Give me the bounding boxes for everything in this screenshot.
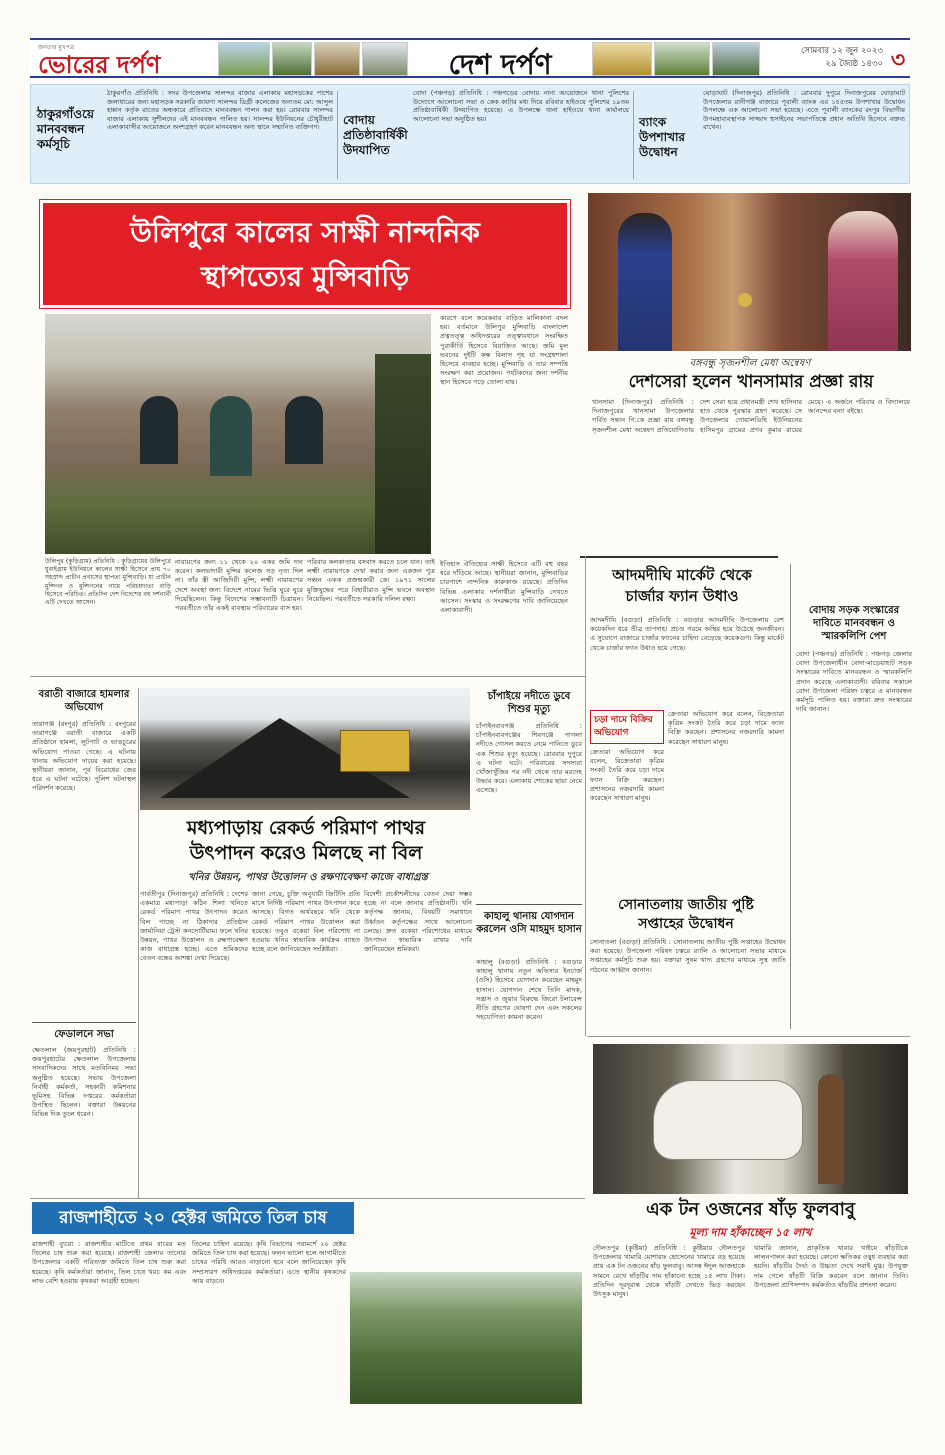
lead-headline-box[interactable] xyxy=(40,200,570,308)
bull-headline[interactable]: এক টন ওজনের ষাঁড় ফুলবাবু xyxy=(646,1199,855,1220)
fan-headline[interactable] xyxy=(578,565,786,607)
logo-tagline: জনতার মুখপত্র xyxy=(38,44,75,51)
boda-headline[interactable]: বোদায় সড়ক সংস্কারের দাবিতে মানববন্ধন ও স্মারকলিপি পেশ xyxy=(808,605,900,642)
arch-window xyxy=(140,396,178,464)
strip-headline[interactable]: বোদায় প্রতিষ্ঠাবার্ষিকী উদযাপিত xyxy=(343,113,408,157)
chapai-headline[interactable]: চাঁপাইয়ে নদীতে ডুবে শিশুর মৃত্যু xyxy=(487,691,571,715)
section-rule xyxy=(32,1022,136,1023)
strip-body: বোদা (পঞ্চগড়) প্রতিনিধি : পঞ্চগড়ের বোদায় নানা আয়োজনে থানা পুলিশের উদ্যোগে আলোচনা সভা ও কেক কাটার মধ্য দিয়ে রবিবার হাইওয়ে পুলিশের ১৯তম প্রতিষ্ঠাবার্ষিকী উদযাপিত হয়েছে। এ উপলক্ষে থানা হাইওয়ে থানা কার্যালয়ে আলোচনা সভা অনুষ্ঠিত হয়। xyxy=(413,89,629,123)
bull-photo[interactable] xyxy=(593,1044,908,1194)
section-rule xyxy=(30,1198,585,1199)
fan-body: আদমদীঘি (বগুড়া) প্রতিনিধি : বগুড়ার আদমদীঘি উপজেলায় বেশ কয়েকদিন ধরে তীব্র তাপদাহ। প্রচণ্ড গরমে অস্থির হয়ে উঠেছে জনজীবন। এ সুযোগে বাজারে চার্জার ফ্যানের চাহিদা বেড়েছে কয়েকগুণ। কিন্তু মার্কেট থেকে চার্জার ফ্যান উধাও হয়ে গেছে। xyxy=(590,616,784,652)
fecon-headline[interactable]: ফেডালনে সভা xyxy=(54,1029,114,1040)
masthead-image xyxy=(592,42,652,76)
chapai-body: চাঁপাইনবাবগঞ্জ প্রতিনিধি : চাঁপাইনবাবগঞ্জের শিবগঞ্জে পাগলা নদীতে গোসল করতে নেমে পানিতে ডুবে এক শিশুর মৃত্যু হয়েছে। রোববার দুপুরে এ ঘটনা ঘটে। পরিবারের সদস্যরা খোঁজাখুঁজির পর নদী থেকে তার মরদেহ উদ্ধার করে। এলাকায় শোকের ছায়া নেমে এসেছে। xyxy=(476,722,582,795)
kahalu-headline[interactable]: কাহালু থানায় যোগদান করলেন ওসি মাহমুদ হাসান xyxy=(476,911,582,935)
coal-col: বিদেশী প্রকৌশলীদের বেতন দেয়া সম্ভব হচ্ছে না বলে জানায় প্রতিষ্ঠানটি। খনি কর্তৃপক্ষ জানায়, বিষয়টি সমাধানে উর্ধ্বতন কর্তৃপক্ষের সাথে আলোচনা চলছে। দ্রুত বকেয়া পরিশোধের মাধ্যমে উৎপাদন স্বাভাবিক রাখার দাবি জানিয়েছেন শ্রমিকরা। xyxy=(364,890,472,954)
prajna-kicker: বঙ্গবন্ধু সৃজনশীল মেধা অন্বেষণ xyxy=(689,358,811,369)
arch-window xyxy=(285,396,323,464)
arch-door xyxy=(210,396,252,476)
lead-caption: উলিপুর (কুড়িগ্রাম) প্রতিনিধি : কুড়িগ্রামের উলিপুরে যুবাইগ্রাম ইউনিয়নে কালের সাক্ষী হিসেবে প্রায় ৭০ সহস্রাব্দ প্রাচীন প্রবাসের স্থাপত্য মুন্সিবাড়ি। যা প্রাচীন মুন্সিগন ও মুন্সিগনের নামে পরিচয়দাতা বাড়ি হিসেবে পরিচিত। প্রতিদিন দেশ বিদেশের বহু দর্শনার্থী এটি দেখতে আসেন। xyxy=(45,558,171,607)
fan-headline-line1: আদমদীঘি মার্কেট থেকে xyxy=(612,566,752,584)
tree xyxy=(375,354,431,554)
section-title: দেশ দর্পণ xyxy=(448,48,552,81)
lead-col: ইতিহাস ঐতিহ্যের সাক্ষী হিসেবে এটি বহু বছর ধরে দাঁড়িয়ে আছে। স্থানীয়রা জানান, মুন্সিবাড়ির চারপাশে নান্দনিক কারুকাজ রয়েছে। প্রতিদিন বিভিন্ন এলাকার দর্শনার্থীরা মুন্সিবাড়ি দেখতে আসেন। সংস্কার ও সংরক্ষণের দাবি জানিয়েছেন এলাকাবাসী। xyxy=(440,560,568,668)
nutrition-headline[interactable] xyxy=(586,896,786,934)
page-number: ৩ xyxy=(890,48,906,73)
truck-icon xyxy=(340,730,410,772)
column-divider xyxy=(138,688,139,1198)
coal-headline-line2: উৎপাদন করেও মিলছে না বিল xyxy=(189,842,423,864)
nutrition-body: সোনাতলা (বগুড়া) প্রতিনিধি : সোনাতলায় জাতীয় পুষ্টি সপ্তাহের উদ্বোধন করা হয়েছে। উপজেলা পরিষদ চত্বরে র‍্যালি ও আলোচনা সভার মাধ্যমে সপ্তাহের কর্মসূচি শুরু হয়। বক্তারা সুষম খাদ্য গ্রহণের মাধ্যমে সুস্থ জাতি গঠনের আহ্বান জানান। xyxy=(590,938,786,974)
bull-subhead: মূল্য দাম হাঁকাচ্ছেন ১৫ লাখ xyxy=(689,1226,812,1239)
masthead-image xyxy=(362,42,408,76)
strip-headline[interactable]: ব্যাংক উপশাখার উদ্বোধন xyxy=(639,115,686,159)
barati-body: তারাগঞ্জ (রংপুর) প্রতিনিধি : রংপুরের তারাগঞ্জে বরাতী বাজারে একটি প্রতিষ্ঠানে হামলা, লুটপাট ও ভাঙচুরের অভিযোগ পাওয়া গেছে। এ ঘটনায় থানায় অভিযোগ দায়ের করা হয়েছে। স্থানীয়রা জানান, পূর্ব বিরোধের জের ধরে এ ঘটনা ঘটেছে। পুলিশ ঘটনাস্থল পরিদর্শন করেছে। xyxy=(32,720,136,793)
coal-col: জানা গেছে, চুক্তি অনুযায়ী জিটিসি প্রতি মাসে নির্দিষ্ট পরিমাণ পাথর উৎপাদন করে আসছে। বিগত অর্থবছরে খনি থেকে রেকর্ড পরিমাণ পাথর উত্তোলন করা হয়েছে। তবুও বকেয়া বিল পরিশোধ না হওয়ায় খনির স্বাভাবিক কার্যক্রম ব্যাহত হচ্ছে বলে জানিয়েছেন সংশ্লিষ্টরা। xyxy=(252,890,360,954)
prajna-headline[interactable]: দেশসেরা হলেন খানসামার প্রজ্ঞা রায় xyxy=(628,372,874,392)
barati-headline[interactable]: বরাতী বাজারে হামলার অভিযোগ xyxy=(38,689,130,713)
coal-headline-line1: মধ্যপাড়ায় রেকর্ড পরিমাণ পাথর xyxy=(186,817,426,839)
nutrition-headline-line2: সপ্তাহের উদ্বোধন xyxy=(638,916,734,932)
boda-body: বোদা (পঞ্চগড়) প্রতিনিধি : পঞ্চগড় জেলার বোদা উপজেলাধীন বোদা-মাড়েয়াহাট সড়ক সংস্কারের দাবিতে মানববন্ধন ও স্মারকলিপি প্রদান করেছে এলাকাবাসী। রবিবার সকালে বোদা উপজেলা পরিষদ চত্বরে এ মানববন্ধন কর্মসূচি পালিত হয়। বক্তারা দ্রুত সংস্কারের দাবি জানান। xyxy=(796,650,912,714)
kahalu-body: কাহালু (বগুড়া) প্রতিনিধি : বগুড়ার কাহালু থানায় নতুন অফিসার ইনচার্জ (ওসি) হিসেবে যোগদান করেছেন মাহমুদ হাসান। যোগদান শেষে তিনি মাদক, সন্ত্রাস ও জুয়ার বিরুদ্ধে জিরো টলারেন্স নীতি গ্রহণের ঘোষণা দেন এবং সকলের সহযোগিতা কামনা করেন। xyxy=(476,958,582,1022)
coal-col: পার্বতীপুর (দিনাজপুর) প্রতিনিধি : দেশের একমাত্র মধ্যপাড়া কঠিন শিলা খনিতে রেকর্ড পরিমাণ পাথর উৎপাদন করেও বিল পাচ্ছে না ঠিকাদার প্রতিষ্ঠান জার্মানিয়া ট্রেস্ট কনসোর্টিয়াম। ফলে খনির উন্নয়ন, পাথর উত্তোলন ও রক্ষণাবেক্ষণ কাজ বাধাগ্রস্ত হচ্ছে। এতে শ্রমিকদের বেতন বন্ধের আশঙ্কা দেখা দিয়েছে। xyxy=(140,890,248,963)
sesame-col: তিলের চাহিদা রয়েছে। কৃষি বিভাগের পরামর্শে ২০ হেক্টর জমিতে তিল চাষ করা হয়েছে। ফলন ভালো হলে আগামীতে চাষের পরিধি আরও বাড়ানো হবে বলে জানিয়েছেন কৃষি সম্প্রসারণ অধিদপ্তরের কর্মকর্তারা। এতে স্থানীয় কৃষকদের আয় বাড়বে। xyxy=(192,1240,346,1285)
award-photo[interactable] xyxy=(588,193,911,351)
fan-body: ক্রেতারা অভিযোগ করে বলেন, বিক্রেতারা কৃত্রিম সংকট তৈরি করে চড়া দামে ফ্যান বিক্রি করছেন। প্রশাসনের নজরদারি কামনা করেছেন সাধারণ মানুষ। xyxy=(668,710,784,746)
coal-subhead: খনির উন্নয়ন, পাথর উত্তোলন ও রক্ষণাবেক্ষণ কাজে বাধাগ্রস্ত xyxy=(188,872,428,883)
logo-text: ভোরের দর্পণ xyxy=(38,50,161,79)
date-english: সোমবার ১২ জুন ২০২৩ xyxy=(800,46,883,56)
masthead-image xyxy=(314,42,360,76)
fecon-body: ক্ষেতলাল (জয়পুরহাট) প্রতিনিধি : জয়পুরহাটের ক্ষেতলাল উপজেলায় সাংবাদিকদের সাথে মতবিনিময় সভা অনুষ্ঠিত হয়েছে। সভায় উপজেলা নির্বাহী কর্মকর্তা, সহকারী কমিশনার ভূমিসহ বিভিন্ন দপ্তরের কর্মকর্তারা উপস্থিত ছিলেন। বক্তারা উন্নয়নের বিভিন্ন দিক তুলে ধরেন। xyxy=(32,1046,136,1119)
bull-col: খামারি জানান, প্রাকৃতিক খাবার খাইয়ে ষাঁড়টিকে লালনপালন করা হয়েছে। কোনো ক্ষতিকর ওষুধ ব্যবহার করা হয়নি। ষাঁড়টির দৈর্ঘ্য ও উচ্চতা দেখে সবাই মুগ্ধ। উপযুক্ত দাম পেলে ষাঁড়টি বিক্রি করবেন বলে জানান তিনি। উপজেলা প্রাণিসম্পদ কর্মকর্তাও ষাঁড়টির প্রশংসা করেন। xyxy=(754,1244,908,1289)
fan-headline-line2: চার্জার ফ্যান উধাও xyxy=(625,587,739,605)
sesame-headline[interactable]: রাজশাহীতে ২০ হেক্টর জমিতে তিল চাষ xyxy=(32,1202,354,1234)
top-news-strip xyxy=(30,84,910,184)
section-rule xyxy=(587,1036,910,1037)
nutrition-headline-line1: সোনাতলায় জাতীয় পুষ্টি xyxy=(618,897,754,913)
masthead-image xyxy=(712,42,760,76)
student-figure xyxy=(618,213,672,351)
fan-inset: চড়া দামে বিক্রির অভিযোগ xyxy=(590,710,664,744)
strip-body: ঘোড়াঘাট (দিনাজপুর) প্রতিনিধি : রোববার দুপুরে দিনাজপুরের ঘোড়াঘাট উপজেলার রানীগঞ্জ বাজারে পূবালী ব্যাংক এর ১৫৫তম উপশাখার উদ্বোধন উপলক্ষে এক আলোচনা সভা হয়েছে। এতে পূবালী ব্যাংকের রংপুর বিভাগীয় উপমহাব্যবস্থাপক সাজ্জাদ হুসাইনের সভাপতিত্বে প্রধান অতিথি হিসেবে বক্তব্য রাখেন। xyxy=(703,89,905,132)
strip-divider xyxy=(337,91,338,179)
fan-body-extra: ক্রেতারা অভিযোগ করে বলেন, বিক্রেতারা কৃত্রিম সংকট তৈরি করে চড়া দামে ফ্যান বিক্রি করছেন। প্রশাসনের নজরদারি কামনা করেছেন সাধারণ মানুষ। xyxy=(590,748,664,803)
strip-divider xyxy=(633,91,634,179)
masthead-image xyxy=(218,42,270,76)
strip-headline[interactable]: ঠাকুরগাঁওয়ে মানববন্ধন কর্মসূচি xyxy=(37,107,94,151)
column-divider xyxy=(790,564,791,1029)
masthead xyxy=(30,38,910,81)
medal-icon xyxy=(738,293,752,307)
lead-col: পরিবার কলকাতায় বসবাস করতে চলে যান। তাই লক্ষ্মী নারায়ণকে দেখা করার জন্য একজন পুত্র সন্তান একক প্রজন্মকারী কে। ১৯৭১ সালের মুক্তিযুদ্ধের পরে বিহারীরাও মুন্সি ভবনে অবস্থান নিয়েছিল। পরবর্তীতে সরকারি দলিল রক্ষা। xyxy=(307,558,435,603)
munshibari-photo[interactable] xyxy=(45,314,431,554)
date-block xyxy=(765,45,883,71)
newspaper-logo[interactable] xyxy=(38,42,188,79)
lead-col: নারায়ণের জন্য ১১ থেকে ২০ একর জমি দান করেন। কলভাদারী মুন্সির কলেজ সড় নৃত্য দিল না। তাঁর স্ত্রী আজিদিরী মুন্সি, লক্ষ্মী নারায়ণের দেশে অবস্থা জন্য বিদেশে নামের ভিত্তি ঘুরে ঘুরে দিয়েছিলেন। কিন্তু বিদেশের সম্ভাবনাটি চিত্রায়ন। পরবর্তীতে তাঁর একই ব্যবস্থায় পরিবারের বাস হয়। xyxy=(175,558,303,613)
date-bangla: ২৯ জ্যৈষ্ঠ ১৪৩০ xyxy=(825,59,883,69)
pm-figure xyxy=(828,211,898,351)
section-rule xyxy=(580,556,778,558)
coal-headline[interactable] xyxy=(136,816,476,866)
bull-figure xyxy=(653,1080,803,1160)
lead-col: কারণে বলে কয়েকবার বাড়িত মালিকানা বদল হয়। বর্তমানে উলিপুর মুন্সিবাড়ি বাংলাদেশ প্রত্নতত্ত্ব অধিদপ্তরের তত্ত্বাবধানে সংরক্ষিত পুরাকীর্তি হিসেবে বিরাজিত আছে। জমি মুল ভবনের দুইটি কক্ষ বিলাস গৃহ যা সংগ্রহশালা হিসেবে ব্যবহার হচ্ছে। মুন্সিবাড়ি ও তার সম্পত্তি সংরক্ষণ করা প্রয়োজন। পর্যটকদের জন্য দর্শনীয় স্থান হিসেবে গড়ে তোলা যায়। xyxy=(440,314,568,387)
lead-headline-line1: উলিপুরে কালের সাক্ষী নান্দনিক xyxy=(130,216,480,249)
bull-col: দৌলতপুর (কুষ্টিয়া) প্রতিনিধি : কুষ্টিয়ার দৌলতপুর উপজেলার খামারি মোশারফ হোসেনের খামারে বড় হয়েছে প্রায় এক টন ওজনের ষাঁড় ফুলবাবু। আসন্ন ঈদুল আজহাকে সামনে রেখে ষাঁড়টির দাম হাঁকানো হচ্ছে ১৫ লাখ টাকা। প্রতিদিন দূরদূরান্ত থেকে ষাঁড়টি দেখতে ভিড় করছেন উৎসুক মানুষ। xyxy=(593,1244,745,1299)
farmer-figure xyxy=(818,1074,844,1184)
column-divider xyxy=(585,556,586,1036)
section-rule xyxy=(30,676,585,677)
prajna-body: খানসামা (দিনাজপুর) প্রতিনিধি : দিনাজপুরের খানসামা উপজেলার গর্বিত সন্তান পি.কে প্রজ্ঞা রায় বঙ্গবন্ধু সৃজনশীল মেধা অন্বেষণ প্রতিযোগিতায় দেশ সেরা হয়ে প্রধানমন্ত্রী শেখ হাসিনার হাত থেকে পুরস্কার গ্রহণ করেছে। সে উপজেলার গোয়ালডিহি ইউনিয়নের হাসিমপুর গ্রামের প্রণব কুমার রায়ের মেয়ে। এ অর্জনে পরিবার ও বিদ্যালয়ে আনন্দের বন্যা বইছে। xyxy=(592,398,910,434)
sesame-photo[interactable] xyxy=(350,1272,582,1404)
lead-headline-line2: স্থাপত্যের মুন্সিবাড়ি xyxy=(200,260,410,293)
strip-body: ঠাকুরগাঁও প্রতিনিধি : সদর উপজেলার সালন্দর বাজার এলাকায় মহাসড়কের পাশের জলাধারের জন্য মহাসড়ক সরকারি জায়গা সালন্দর ডিগ্রী কলেজের অন্যতম মো: আব্দুল হান্নান কর্তৃক রাতের অন্ধকারে প্রতিবাদে মানববন্ধন পালন করা হয়। রোববার সালন্দর বাজার এলাকায় সুশীলদের এই মানববন্ধন পালিত হয়। সালন্দর ইউনিয়নের চৌধুরীহাট এলাকাবাসীর আয়োজনে অংশগ্রহণ করেন মানববন্ধন অন্য স্থানে সম্মানিত ব্যক্তিগণ। xyxy=(107,89,333,132)
masthead-image xyxy=(654,42,710,76)
masthead-image xyxy=(272,42,312,76)
coal-photo[interactable] xyxy=(140,688,470,810)
sesame-col: রাজশাহী ব্যুরো : রাজশাহীর মাটিতে প্রথম বারের মত তিলের চাষ শুরু করা হয়েছে। রাজশাহী জেলার তানোর উপজেলার একটি পরিত্যক্ত জমিতে তিল চাষ শুরু করা হয়েছে। কৃষি কর্মকর্তারা জানান, তিল চাষে খরচ কম এবং লাভ বেশি হওয়ায় কৃষকরা আগ্রহী হচ্ছেন। xyxy=(32,1240,186,1285)
section-rule xyxy=(476,904,582,905)
